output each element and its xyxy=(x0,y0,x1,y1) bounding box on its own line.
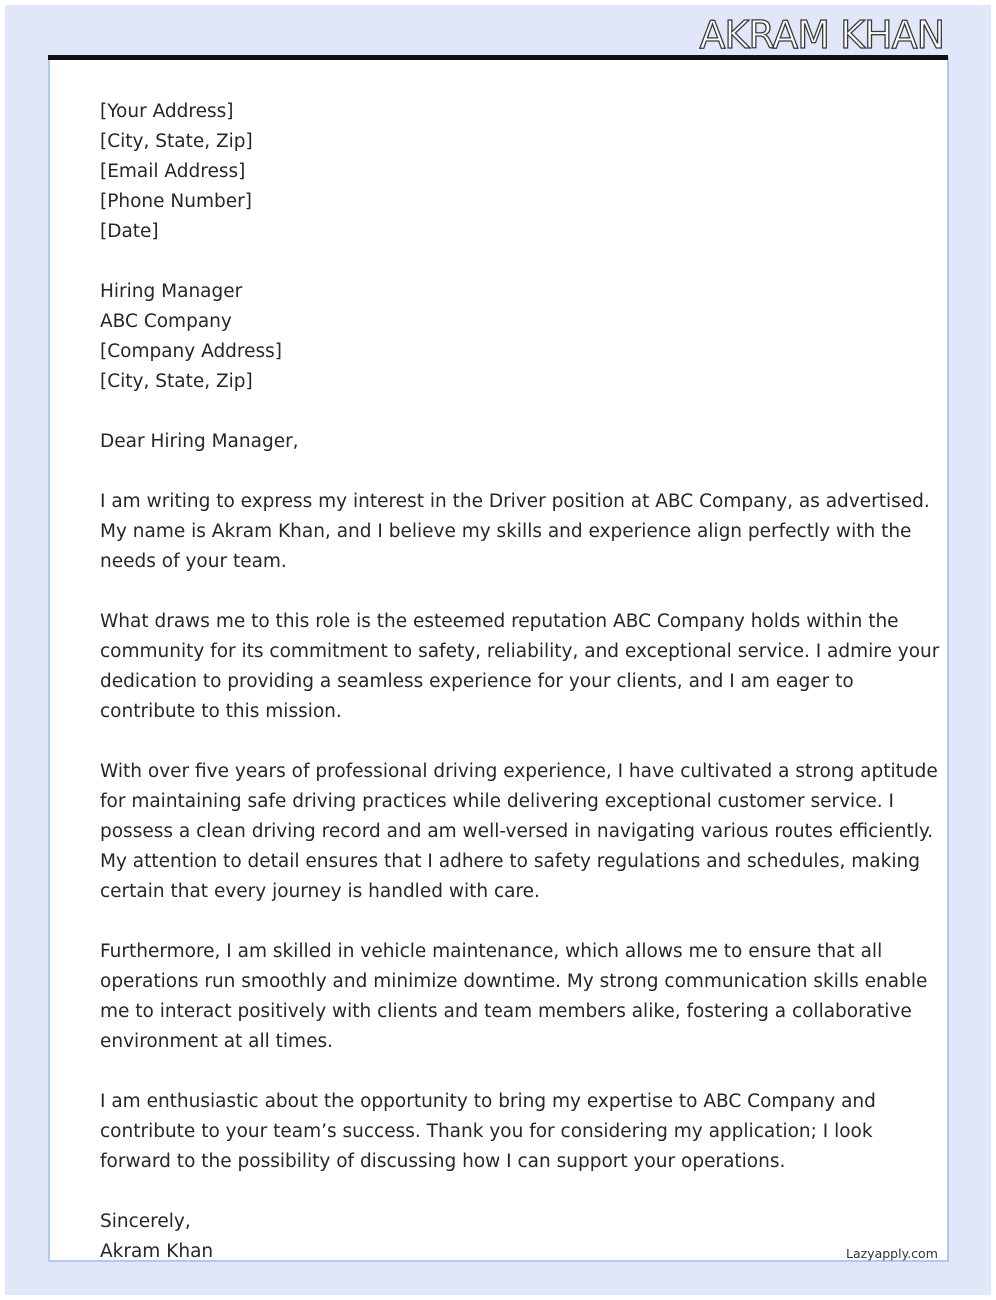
letter-date: [Date] xyxy=(100,221,159,242)
paragraph-line: contribute to this mission. xyxy=(100,701,342,722)
salutation: Dear Hiring Manager, xyxy=(100,431,299,452)
paragraph-line: My attention to detail ensures that I adhere to safety regulations and schedules, making xyxy=(100,851,920,872)
paragraph-line: contribute to your team’s success. Thank you for considering my application; I look xyxy=(100,1121,873,1142)
paragraph-line: me to interact positively with clients and team members alike, fostering a collaborative xyxy=(100,1001,912,1022)
spacer xyxy=(100,247,910,277)
spacer xyxy=(100,907,910,937)
paragraph-line: I am enthusiastic about the opportunity to bring my expertise to ABC Company and xyxy=(100,1091,876,1112)
paragraph-line: possess a clean driving record and am well-versed in navigating various routes efficiently. xyxy=(100,821,934,842)
signature-name: Akram Khan xyxy=(100,1241,214,1262)
paragraph-line: What draws me to this role is the esteemed reputation ABC Company holds within the xyxy=(100,611,899,632)
recipient-title: Hiring Manager xyxy=(100,281,243,302)
recipient-city-state-zip: [City, State, Zip] xyxy=(100,371,253,392)
sender-city-state-zip: [City, State, Zip] xyxy=(100,131,253,152)
paragraph-closing xyxy=(100,1087,910,1177)
paragraph-line: With over five years of professional driving experience, I have cultivated a strong aptitude xyxy=(100,761,938,782)
cover-letter-body xyxy=(100,97,940,1267)
paragraph-line: My name is Akram Khan, and I believe my skills and experience align perfectly with the xyxy=(100,521,912,542)
closing-phrase: Sincerely, xyxy=(100,1211,191,1232)
paragraph-line: forward to the possibility of discussing how I can support your operations. xyxy=(100,1151,786,1172)
paragraph-line: for maintaining safe driving practices while delivering exceptional customer service. I xyxy=(100,791,894,812)
applicant-name-heading: AKRAM KHAN xyxy=(699,13,944,57)
recipient-company-address: [Company Address] xyxy=(100,341,283,362)
spacer xyxy=(100,1177,910,1207)
spacer xyxy=(100,457,910,487)
paragraph-line: I am writing to express my interest in the Driver position at ABC Company, as advertised. xyxy=(100,491,930,512)
paragraph-motivation xyxy=(100,607,940,727)
sender-address: [Your Address] xyxy=(100,101,234,122)
spacer xyxy=(100,397,910,427)
paragraph-intro xyxy=(100,487,930,577)
paragraph-line: certain that every journey is handled with care. xyxy=(100,881,540,902)
spacer xyxy=(100,1057,910,1087)
paragraph-skills xyxy=(100,937,928,1057)
spacer xyxy=(100,727,910,757)
paragraph-line: needs of your team. xyxy=(100,551,287,572)
sender-email: [Email Address] xyxy=(100,161,246,182)
paragraph-line: environment at all times. xyxy=(100,1031,333,1052)
sender-phone: [Phone Number] xyxy=(100,191,252,212)
paragraph-line: dedication to providing a seamless experience for your clients, and I am eager to xyxy=(100,671,854,692)
recipient-company: ABC Company xyxy=(100,311,232,332)
paragraph-line: community for its commitment to safety, reliability, and exceptional service. I admire your xyxy=(100,641,940,662)
paragraph-experience xyxy=(100,757,938,907)
paragraph-line: operations run smoothly and minimize downtime. My strong communication skills enable xyxy=(100,971,928,992)
watermark-link[interactable]: Lazyapply.com xyxy=(846,1246,938,1261)
paragraph-line: Furthermore, I am skilled in vehicle maintenance, which allows me to ensure that all xyxy=(100,941,883,962)
spacer xyxy=(100,577,910,607)
